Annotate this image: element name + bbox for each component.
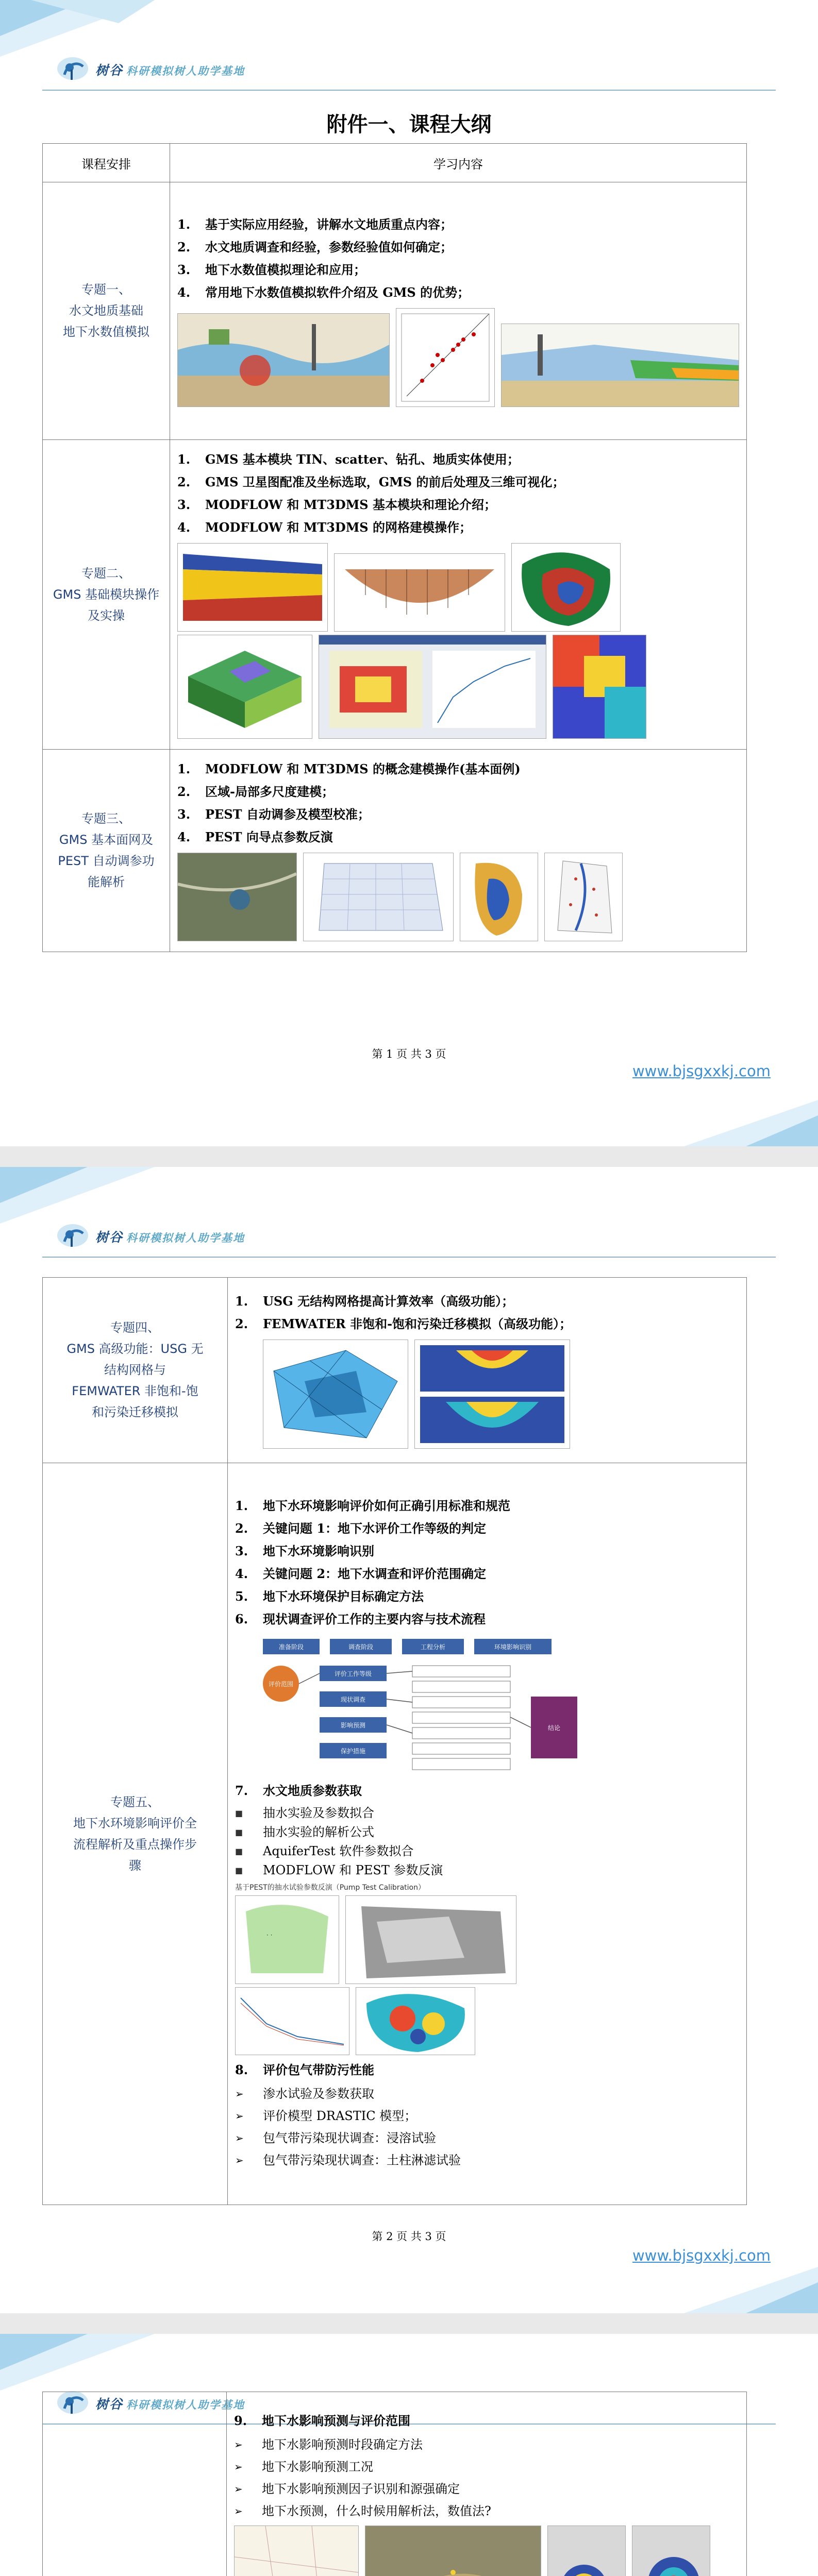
column-header-content: 学习内容: [170, 144, 747, 182]
tree-logo-icon: [54, 1221, 92, 1252]
corner-decoration-top-left: [0, 1167, 155, 1224]
topic-1-content: [170, 182, 747, 440]
contour-map-image: [511, 543, 621, 632]
flow-step: 准备阶段: [278, 1643, 304, 1651]
topic-5-content: [228, 1463, 747, 2205]
software-window-image: [319, 635, 546, 739]
satellite-plume-image: [365, 2526, 541, 2576]
brand-slogan: 科研模拟树人助学基地: [126, 1232, 245, 1244]
scatter-plot-image: [396, 308, 495, 407]
brand-logo: [54, 1221, 245, 1252]
list-item: ➢ 地下水预测，什么时候用解析法，数值法?: [234, 2504, 491, 2518]
page-1: [0, 0, 818, 1146]
list-item: 5. 地下水环境保护目标确定方法: [235, 1588, 424, 1604]
page-number-1: 第 1 页 共 3 页: [372, 1048, 446, 1060]
femwater-plume-image: [414, 1340, 570, 1449]
technical-flowchart: [263, 1635, 593, 1779]
flow-step: 现状调查: [340, 1696, 366, 1703]
page-2: [0, 1167, 818, 2313]
item-9-content: [227, 2392, 747, 2576]
list-item: 4. MODFLOW 和 MT3DMS 的网格建模操作；: [177, 520, 472, 535]
flow-step: 评价范围: [268, 1680, 294, 1688]
list-item: ➢ 包气带污染现状调查：土柱淋滤试验: [235, 2153, 461, 2167]
brand-slogan: 科研模拟树人助学基地: [126, 65, 245, 77]
list-item: 4. 常用地下水数值模拟软件介绍及 GMS 的优势；: [177, 284, 470, 300]
flow-step: 工程分析: [420, 1643, 446, 1651]
header-rule: [42, 1257, 776, 1258]
document-title: 附件一、课程大纲: [326, 112, 492, 137]
flow-step: 保护措施: [340, 1747, 366, 1755]
list-item: ➢ 地下水影响预测时段确定方法: [234, 2437, 423, 2452]
drawdown-chart-image: [235, 1987, 349, 2055]
corner-decoration-top-left: [0, 2334, 155, 2391]
list-item: ➢ 地下水影响预测工况: [234, 2460, 373, 2474]
list-item: ■ 抽水实验及参数拟合: [235, 1805, 374, 1820]
pest-figures-row-2: [235, 1987, 739, 2055]
topic-5-continued: [43, 2392, 227, 2576]
corner-decoration-top-left: [0, 0, 155, 57]
topic-3-title: 专题三、 GMS 基本面网及 PEST 自动调参功能解析: [43, 750, 170, 952]
column-header-topic: 课程安排: [43, 144, 170, 182]
brand-slogan: 科研模拟树人助学基地: [126, 2399, 245, 2411]
syllabus-table-page-2: [42, 1277, 747, 2205]
satellite-map-image: [177, 853, 297, 941]
pest-caption: 基于PEST的抽水试验参数反演（Pump Test Calibration）: [235, 1883, 425, 1892]
flow-step: 影响预测: [340, 1721, 366, 1729]
list-item: 4. 关键问题 2：地下水调查和评价范围确定: [235, 1566, 487, 1581]
item-8-sublist: [235, 2083, 739, 2172]
hydrogeology-sketch-image: [177, 313, 390, 407]
header-rule: [42, 90, 776, 91]
corner-decoration-bottom-right: [684, 2267, 818, 2313]
topic-3-figures: [177, 853, 739, 941]
topic-4-content: [228, 1278, 747, 1463]
list-item: 2. FEMWATER 非饱和-饱和污染迁移模拟（高级功能）；: [235, 1316, 572, 1331]
website-link[interactable]: www.bjsgxxkj.com: [632, 2247, 771, 2264]
syllabus-table-page-1: [42, 143, 747, 952]
page-3: [0, 2334, 818, 2576]
brand-name: 树谷: [95, 63, 124, 78]
brand-name: 树谷: [95, 1230, 124, 1245]
list-item: ■ 抽水实验的解析公式: [235, 1824, 374, 1839]
website-link[interactable]: www.bjsgxxkj.com: [632, 1062, 771, 1080]
topic-1-title: 专题一、 水文地质基础 地下水数值模拟: [43, 182, 170, 440]
topic-3-content: [170, 750, 747, 952]
list-item: 1. GMS 基本模块 TIN、scatter、钻孔、地质实体使用；: [177, 452, 520, 467]
flow-step: 环境影响识别: [494, 1643, 532, 1651]
3d-solid-model-image: [177, 635, 312, 739]
list-item: 6. 现状调查评价工作的主要内容与技术流程: [235, 1611, 486, 1626]
list-item: 1. 地下水环境影响评价如何正确引用标准和规范: [235, 1498, 510, 1513]
item-9-sublist: [234, 2434, 739, 2522]
list-item: ➢ 地下水影响预测因子识别和源强确定: [234, 2482, 460, 2496]
brand-logo: [54, 54, 245, 85]
list-item: 4. PEST 向导点参数反演: [177, 829, 333, 844]
flow-step: 评价工作等级: [334, 1670, 372, 1677]
list-item: ➢ 渗水试验及参数获取: [235, 2086, 374, 2101]
topic-4-figures: [263, 1340, 739, 1449]
layered-model-image: [177, 543, 328, 632]
list-item: 1. 基于实际应用经验，讲解水文地质重点内容；: [177, 216, 453, 232]
pest-figures-row-1: [235, 1895, 739, 1984]
corner-decoration-bottom-right: [684, 1100, 818, 1146]
topic-1-figures: [177, 308, 739, 407]
subheading-9: 9. 地下水影响预测与评价范围: [234, 2413, 410, 2428]
plume-contour-1-image: [547, 2526, 626, 2576]
topic-2-title: 专题二、 GMS 基础模块操作 及实操: [43, 440, 170, 750]
tree-logo-icon: [54, 54, 92, 85]
pumping-test-map-image: [235, 1895, 339, 1984]
subheading-8: 8. 评价包气带防污性能: [235, 2062, 374, 2077]
subheading-7: 7. 水文地质参数获取: [235, 1783, 362, 1798]
page-number-2: 第 2 页 共 3 页: [372, 2230, 446, 2243]
list-item: 3. 地下水数值模拟理论和应用；: [177, 262, 366, 277]
flow-step: 调查阶段: [348, 1643, 374, 1651]
list-item: ■ AquiferTest 软件参数拟合: [235, 1843, 414, 1858]
topic-5-title: 专题五、 地下水环境影响评价全 流程解析及重点操作步 骤: [43, 1463, 228, 2205]
mesh-grid-image: [303, 853, 454, 941]
syllabus-table-page-3: [42, 2392, 747, 2576]
plume-contour-2-image: [632, 2526, 710, 2576]
topic-2-figures-row-1: [177, 543, 739, 632]
head-contour-image: [460, 853, 538, 941]
cross-section-image: [501, 324, 739, 407]
flow-step: 结论: [547, 1724, 561, 1732]
svg-text:· ·: · ·: [266, 1931, 273, 1939]
pest-calibration-map-image: [345, 1895, 516, 1984]
pilot-points-image: [544, 853, 623, 941]
list-item: 2. 区域-局部多尺度建模；: [177, 784, 334, 799]
grid-model-image: [334, 553, 505, 632]
item-7-sublist: [235, 1804, 739, 1880]
list-item: ■ MODFLOW 和 PEST 参数反演: [235, 1862, 443, 1877]
list-item: 2. GMS 卫星图配准及坐标选取，GMS 的前后处理及三维可视化；: [177, 474, 565, 489]
topic-4-title: 专题四、 GMS 高级功能：USG 无 结构网格与 FEMWATER 非饱和-饱 和污染迁移模拟: [43, 1278, 228, 1463]
item-9-figures: [234, 2526, 739, 2576]
brand-name: 树谷: [95, 2397, 124, 2412]
list-item: ➢ 包气带污染现状调查：浸溶试验: [235, 2130, 436, 2145]
list-item: 2. 关键问题 1：地下水评价工作等级的判定: [235, 1520, 487, 1536]
list-item: 3. 地下水环境影响识别: [235, 1543, 374, 1558]
usg-mesh-image: [263, 1340, 408, 1449]
list-item: 1. MODFLOW 和 MT3DMS 的概念建模操作(基本面例): [177, 761, 521, 776]
list-item: 3. PEST 自动调参及模型校准；: [177, 807, 370, 822]
site-plan-image: [234, 2526, 359, 2576]
heatmap-image: [553, 635, 646, 739]
list-item: 1. USG 无结构网格提高计算效率（高级功能）；: [235, 1293, 514, 1309]
list-item: 3. MODFLOW 和 MT3DMS 基本模块和理论介绍；: [177, 497, 496, 512]
list-item: 2. 水文地质调查和经验，参数经验值如何确定；: [177, 239, 453, 255]
topic-2-figures-row-2: [177, 635, 739, 739]
parameter-field-image: [356, 1987, 475, 2055]
list-item: ➢ 评价模型 DRASTIC 模型；: [235, 2108, 417, 2123]
topic-2-content: [170, 440, 747, 750]
